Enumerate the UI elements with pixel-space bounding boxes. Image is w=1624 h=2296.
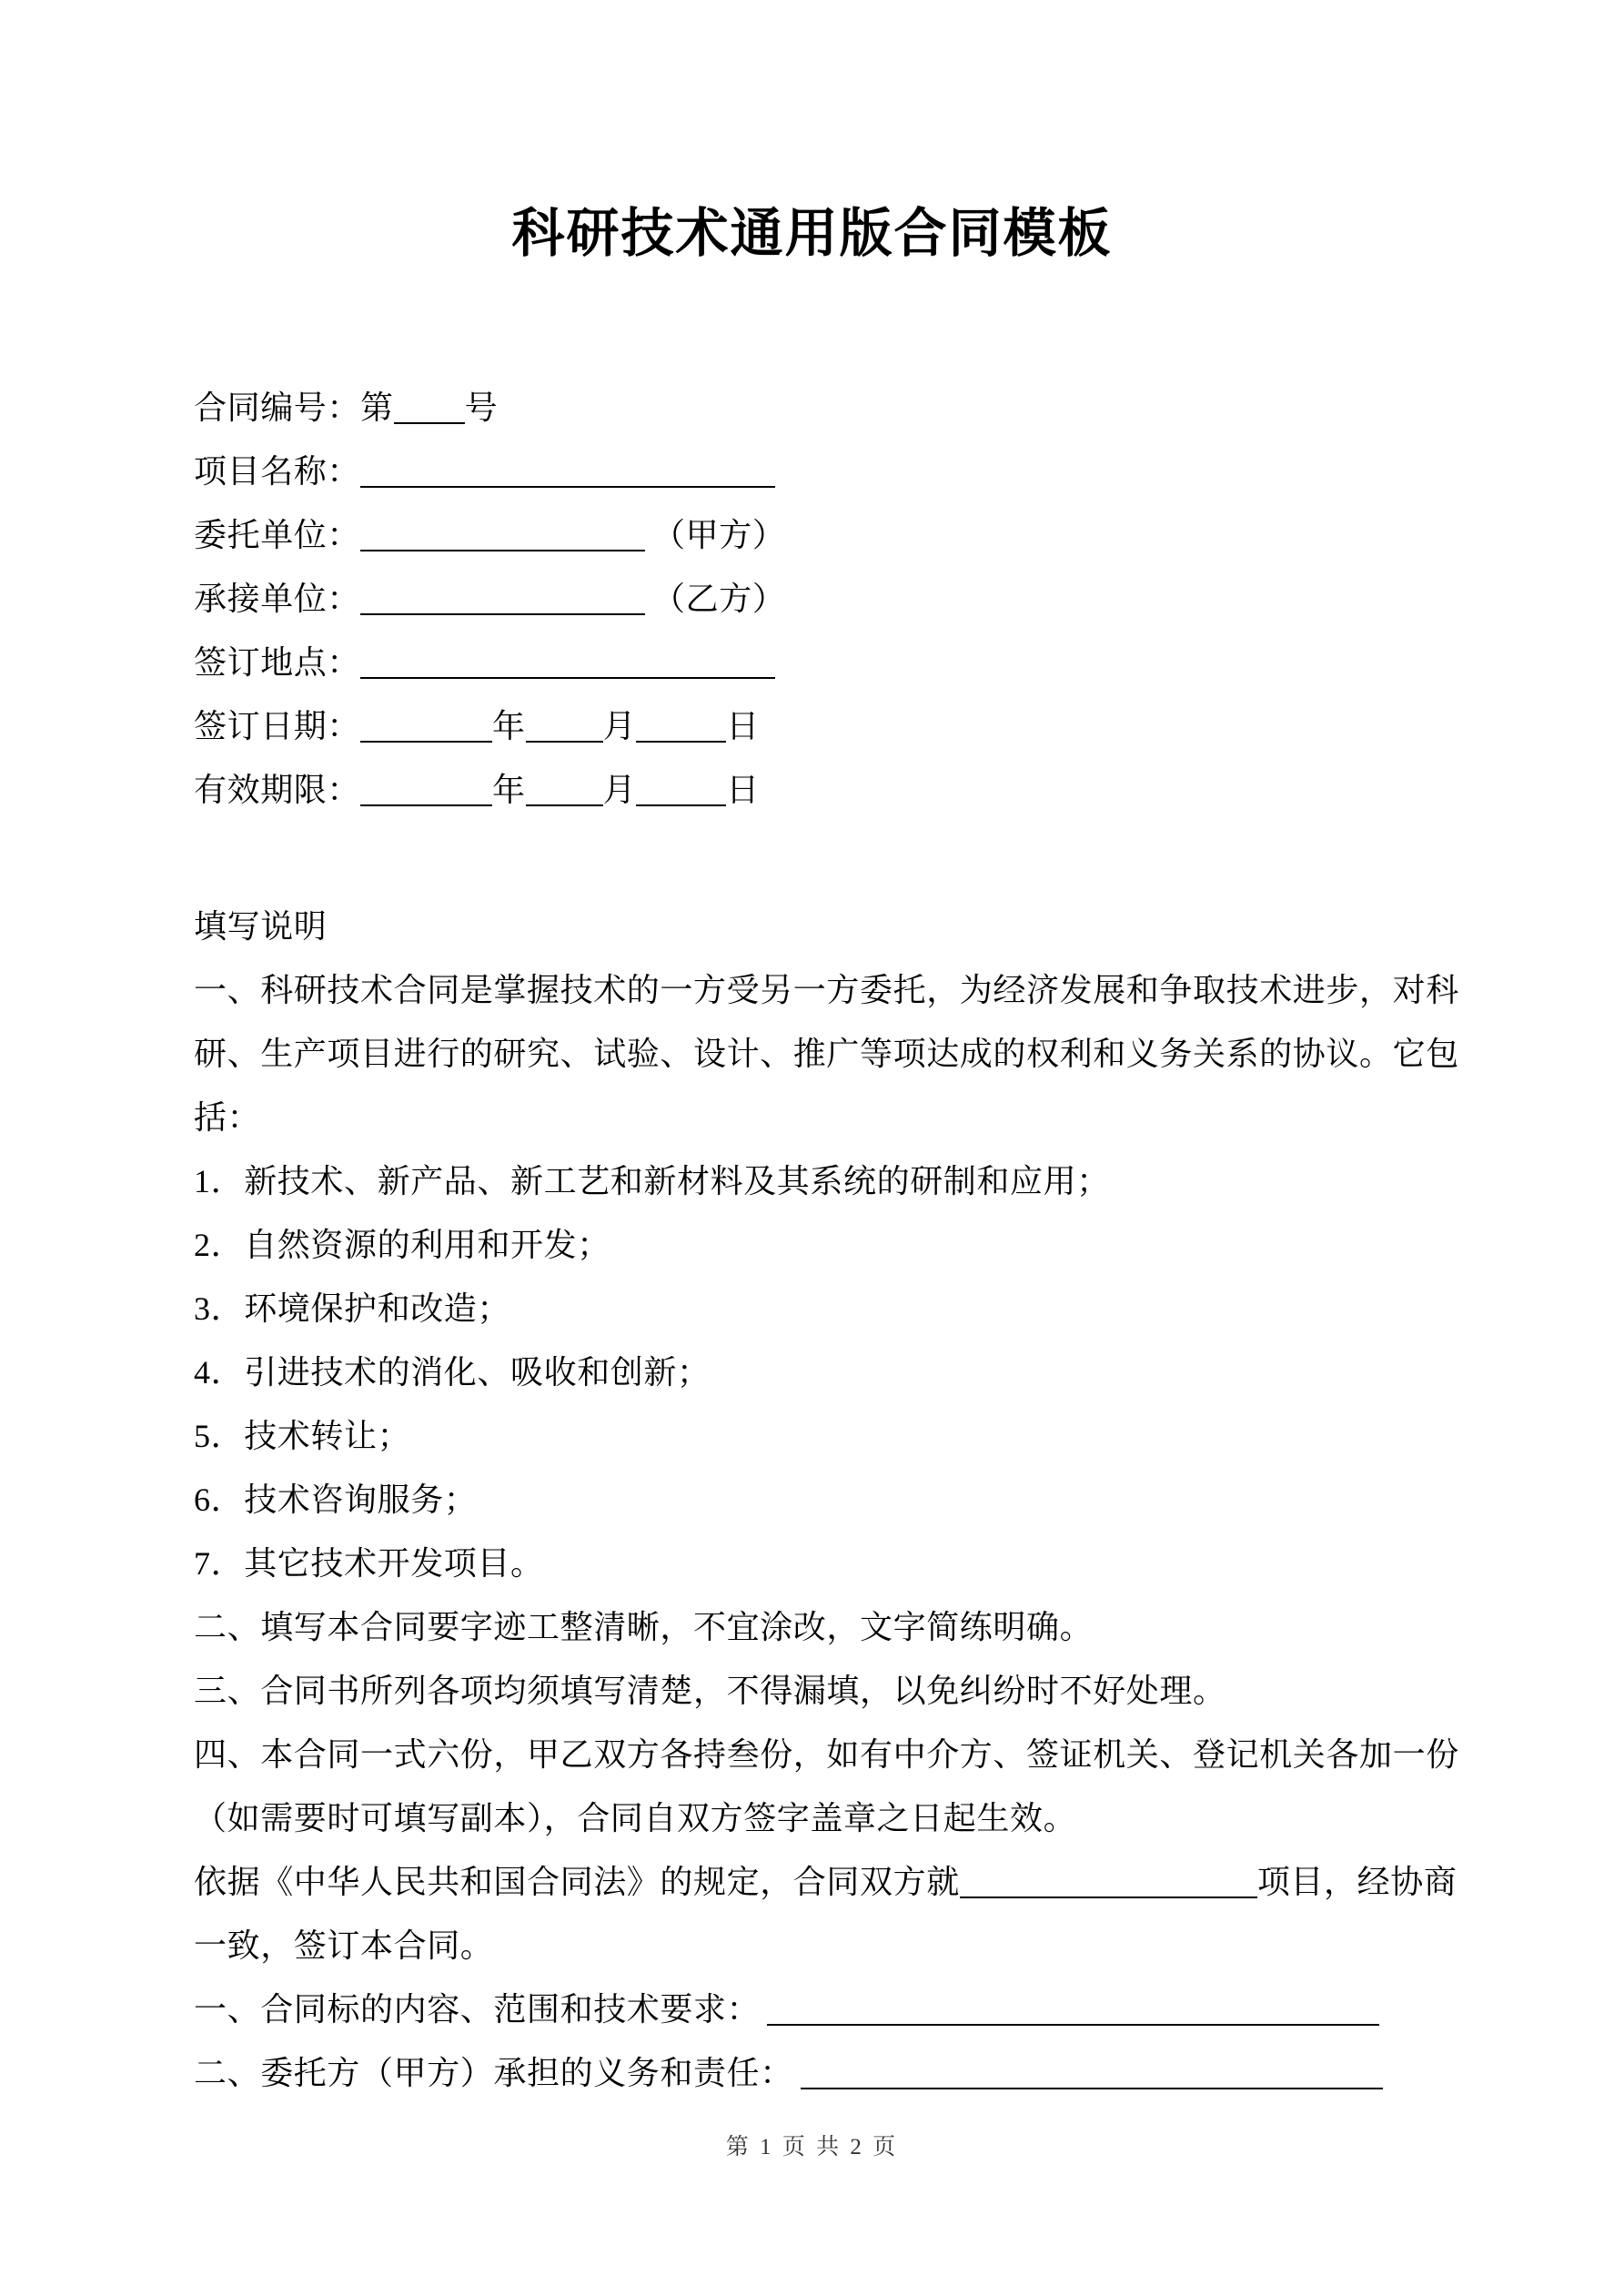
- instruction-line: （如需要时可填写副本），合同自双方签字盖章之日起生效。: [194, 1800, 1077, 1836]
- client-unit-blank[interactable]: [360, 542, 645, 551]
- list-item: 2．自然资源的利用和开发；: [194, 1227, 610, 1263]
- list-item: 1．新技术、新产品、新工艺和新材料及其系统的研制和应用；: [194, 1163, 1110, 1199]
- contractor-unit-suffix: （乙方）: [652, 581, 786, 617]
- valid-period-day-unit: 日: [726, 772, 760, 808]
- contract-content-label: 一、合同标的内容、范围和技术要求：: [194, 1991, 761, 2028]
- contractor-unit-label: 承接单位：: [194, 581, 361, 617]
- valid-period-label: 有效期限：: [194, 772, 361, 808]
- sign-date-month-unit: 月: [602, 708, 637, 744]
- basis-clause-continuation: 一致，签订本合同。: [194, 1927, 494, 1964]
- list-item: 7．其它技术开发项目。: [194, 1545, 544, 1582]
- instructions-section: [194, 895, 1460, 2105]
- contract-no-label: 合同编号：: [194, 389, 361, 426]
- header-form: [194, 376, 1460, 822]
- contract-no-prefix: 第: [360, 389, 394, 426]
- list-item: 6．技术咨询服务；: [194, 1482, 478, 1518]
- form-row-valid-period: [194, 758, 1460, 822]
- valid-period-year-unit: 年: [492, 772, 526, 808]
- sign-date-day-blank[interactable]: [636, 733, 726, 743]
- valid-period-year-blank[interactable]: [360, 797, 492, 806]
- client-unit-label: 委托单位：: [194, 517, 361, 553]
- project-name-label: 项目名称：: [194, 453, 361, 490]
- instruction-line: 四、本合同一式六份，甲乙双方各持叁份，如有中介方、签证机关、登记机关各加一份: [194, 1736, 1459, 1773]
- contractor-unit-blank[interactable]: [360, 606, 645, 615]
- instructions-heading: 填写说明: [194, 908, 328, 945]
- contract-no-suffix: 号: [464, 389, 499, 426]
- contract-no-blank[interactable]: [394, 415, 465, 424]
- form-row-contractor-unit: [194, 567, 1460, 631]
- sign-date-year-unit: 年: [492, 708, 526, 744]
- list-item: 5．技术转让；: [194, 1418, 411, 1454]
- contract-content-blank[interactable]: [767, 2017, 1379, 2026]
- list-item: 3．环境保护和改造；: [194, 1290, 511, 1327]
- party-a-obligations-field: [194, 2041, 1460, 2105]
- sign-date-year-blank[interactable]: [360, 733, 492, 743]
- sign-date-label: 签订日期：: [194, 708, 361, 744]
- page-title: 科研技术通用版合同模板: [511, 204, 1113, 263]
- valid-period-day-blank[interactable]: [636, 797, 726, 806]
- form-row-sign-date: [194, 694, 1460, 758]
- contract-content-field: [194, 1977, 1460, 2041]
- sign-place-blank[interactable]: [360, 670, 775, 679]
- basis-clause-suffix: 项目，经协商: [1256, 1864, 1458, 1900]
- basis-clause-project-blank[interactable]: [960, 1889, 1257, 1898]
- list-item: 4．引进技术的消化、吸收和创新；: [194, 1354, 711, 1391]
- document-content: [0, 376, 1624, 2105]
- instruction-line: 研、生产项目进行的研究、试验、设计、推广等项达成的权利和义务关系的协议。它包: [194, 1036, 1459, 1072]
- client-unit-suffix: （甲方）: [652, 517, 786, 553]
- instruction-line: 二、填写本合同要字迹工整清晰，不宜涂改，文字简练明确。: [194, 1609, 1094, 1645]
- form-row-sign-place: [194, 631, 1460, 694]
- form-row-project-name: [194, 440, 1460, 503]
- party-a-obligations-label: 二、委托方（甲方）承担的义务和责任：: [194, 2055, 793, 2091]
- sign-place-label: 签订地点：: [194, 644, 361, 681]
- sign-date-day-unit: 日: [726, 708, 760, 744]
- form-row-client-unit: [194, 503, 1460, 567]
- party-a-obligations-blank[interactable]: [801, 2080, 1383, 2089]
- project-name-blank[interactable]: [360, 479, 775, 488]
- form-row-contract-no: [194, 376, 1460, 440]
- page-number: 第 1 页 共 2 页: [725, 2135, 899, 2159]
- valid-period-month-blank[interactable]: [526, 797, 603, 806]
- instruction-line: 三、合同书所列各项均须填写清楚，不得漏填，以免纠纷时不好处理。: [194, 1673, 1226, 1709]
- instruction-line: 一、科研技术合同是掌握技术的一方受另一方委托，为经济发展和争取技术进步，对科: [194, 972, 1459, 1008]
- basis-clause-prefix: 依据《中华人民共和国合同法》的规定，合同双方就: [194, 1864, 960, 1900]
- valid-period-month-unit: 月: [602, 772, 637, 808]
- basis-clause-line: [194, 1850, 1460, 1914]
- sign-date-month-blank[interactable]: [526, 733, 603, 743]
- instruction-line: 括：: [194, 1099, 261, 1136]
